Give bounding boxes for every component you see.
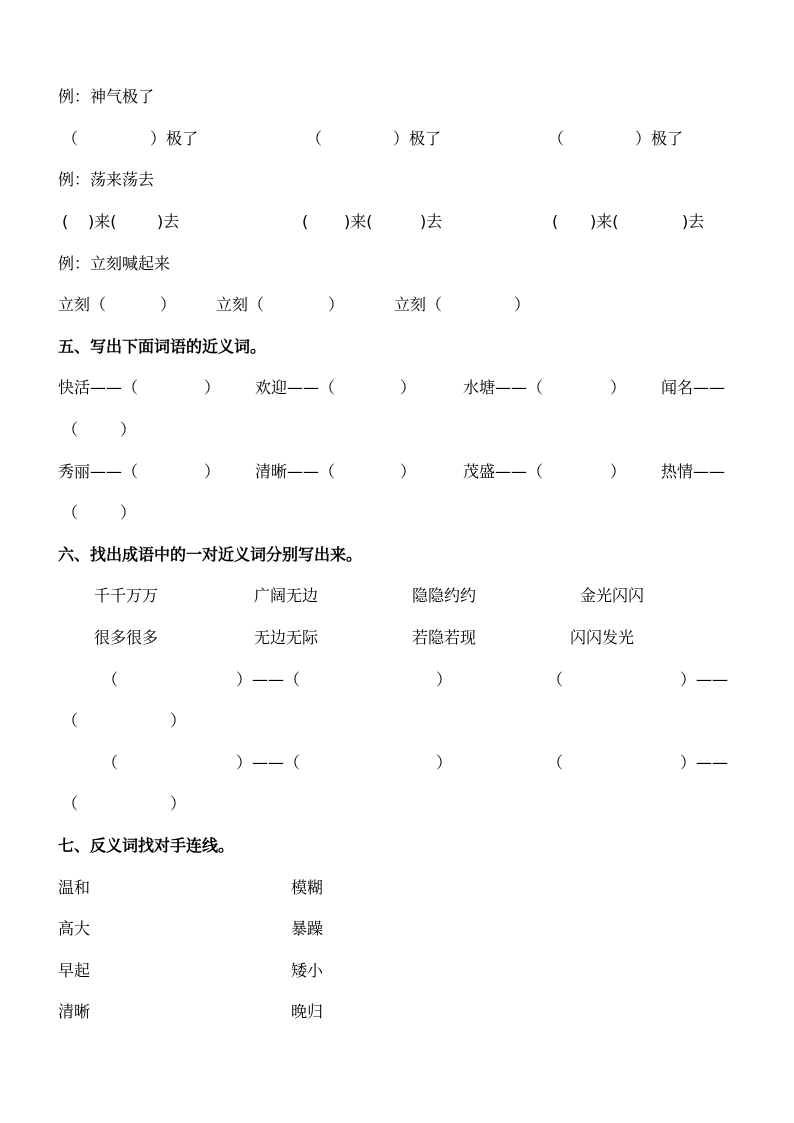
blank-prefix: 立刻（ <box>216 295 265 314</box>
close-paren: ） <box>120 503 137 522</box>
synonym-row-1 <box>0 376 794 400</box>
blank-row-1 <box>0 127 794 151</box>
section-5-heading: 五、写出下面词语的近义词。 <box>58 337 267 356</box>
open-paren: ( <box>62 212 69 231</box>
blank-middle: )来( <box>590 212 619 231</box>
antonym-left-word: 高大 <box>58 919 91 938</box>
blank-suffix: ）极了 <box>635 129 684 148</box>
dash-paren: ）——（ <box>236 670 301 689</box>
example-2-line <box>0 168 794 192</box>
antonym-row-3 <box>0 959 794 983</box>
synonym-row-2 <box>0 460 794 484</box>
close-paren: ） <box>400 462 417 481</box>
close-paren: ） <box>120 420 137 439</box>
antonym-row-1 <box>0 876 794 900</box>
idiom: 千千万万 <box>94 586 159 605</box>
synonym-word: 秀丽——（ <box>58 462 139 481</box>
blank-suffix: ）极了 <box>150 129 199 148</box>
synonym-word: 茂盛——（ <box>463 462 544 481</box>
idiom-blank-row-1 <box>0 668 794 692</box>
open-paren: （ <box>62 794 79 813</box>
blank-middle: )来( <box>88 212 117 231</box>
close-paren: ） <box>514 295 531 314</box>
blank-middle: )来( <box>344 212 373 231</box>
close-paren: ） <box>204 462 221 481</box>
section-6-heading-line <box>0 543 794 567</box>
close-paren: ） <box>610 462 627 481</box>
open-paren: （ <box>548 129 565 148</box>
close-paren: ） <box>400 378 417 397</box>
open-paren: （ <box>62 503 79 522</box>
idiom: 很多很多 <box>94 628 159 647</box>
example-2-text: 例：荡来荡去 <box>58 170 155 189</box>
section-5-heading-line <box>0 335 794 359</box>
open-paren: （ <box>306 129 323 148</box>
close-paren: ） <box>170 794 187 813</box>
open-paren: （ <box>62 129 79 148</box>
idiom-row-1 <box>0 584 794 608</box>
open-paren: （ <box>62 420 79 439</box>
blank-suffix: )去 <box>157 212 180 231</box>
blank-suffix: ）极了 <box>393 129 442 148</box>
close-paren: ） <box>436 670 453 689</box>
example-3-line <box>0 252 794 276</box>
antonym-left-word: 清晰 <box>58 1002 91 1021</box>
idiom: 广阔无边 <box>254 586 319 605</box>
antonym-left-word: 温和 <box>58 878 91 897</box>
section-6-heading: 六、找出成语中的一对近义词分别写出来。 <box>58 545 363 564</box>
close-paren: ） <box>160 295 177 314</box>
open-paren: ( <box>552 212 559 231</box>
section-7-heading: 七、反义词找对手连线。 <box>58 836 235 855</box>
antonym-right-word: 矮小 <box>291 961 324 980</box>
synonym-word: 快活——（ <box>58 378 139 397</box>
synonym-word: 欢迎——（ <box>255 378 336 397</box>
antonym-right-word: 暴躁 <box>291 919 324 938</box>
antonym-left-word: 早起 <box>58 961 91 980</box>
synonym-word: 水塘——（ <box>463 378 544 397</box>
open-paren: （ <box>547 670 564 689</box>
synonym-word: 闻名—— <box>661 378 726 397</box>
blank-prefix: 立刻（ <box>394 295 443 314</box>
blank-row-3 <box>0 293 794 317</box>
synonym-word: 清晰——（ <box>255 462 336 481</box>
open-paren: （ <box>102 670 119 689</box>
open-paren: （ <box>547 753 564 772</box>
close-dash: ）—— <box>680 753 729 772</box>
example-1-text: 例：神气极了 <box>58 87 155 106</box>
synonym-row-2-wrap <box>0 501 794 525</box>
close-dash: ）—— <box>680 670 729 689</box>
antonym-right-word: 模糊 <box>291 878 324 897</box>
dash-paren: ）——（ <box>236 753 301 772</box>
section-7-heading-line <box>0 834 794 858</box>
synonym-word: 热情—— <box>661 462 726 481</box>
synonym-row-1-wrap <box>0 418 794 442</box>
antonym-row-4 <box>0 1000 794 1024</box>
blank-suffix: )去 <box>420 212 443 231</box>
idiom-row-2 <box>0 626 794 650</box>
open-paren: （ <box>62 711 79 730</box>
idiom-blank-row-2 <box>0 751 794 775</box>
open-paren: （ <box>102 753 119 772</box>
antonym-row-2 <box>0 917 794 941</box>
idiom: 若隐若现 <box>412 628 477 647</box>
example-1-line <box>0 85 794 109</box>
antonym-right-word: 晚归 <box>291 1002 324 1021</box>
close-paren: ） <box>204 378 221 397</box>
close-paren: ） <box>436 753 453 772</box>
open-paren: ( <box>302 212 309 231</box>
idiom: 闪闪发光 <box>570 628 635 647</box>
blank-prefix: 立刻（ <box>58 295 107 314</box>
close-paren: ） <box>170 711 187 730</box>
close-paren: ） <box>328 295 345 314</box>
idiom: 隐隐约约 <box>412 586 477 605</box>
idiom: 金光闪闪 <box>580 586 645 605</box>
blank-suffix: )去 <box>682 212 705 231</box>
idiom: 无边无际 <box>254 628 319 647</box>
idiom-blank-row-2-wrap <box>0 792 794 816</box>
idiom-blank-row-1-wrap <box>0 709 794 733</box>
blank-row-2 <box>0 210 794 234</box>
close-paren: ） <box>610 378 627 397</box>
example-3-text: 例：立刻喊起来 <box>58 254 171 273</box>
